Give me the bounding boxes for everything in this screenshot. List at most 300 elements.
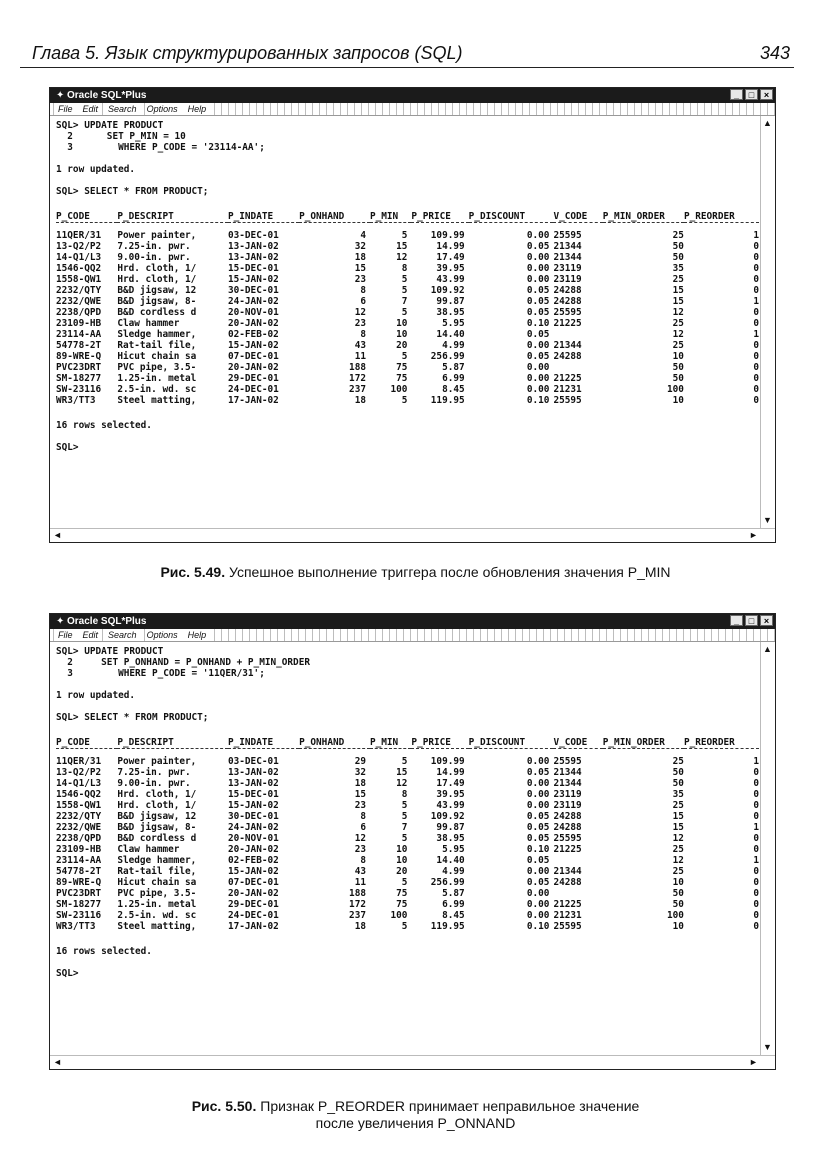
table-cell: 15-JAN-02 — [227, 340, 279, 351]
table-row — [56, 910, 759, 921]
table-cell: 21344 — [553, 767, 582, 778]
table-cell: 5 — [401, 756, 408, 767]
table-cell: 7.25-in. pwr. — [117, 241, 191, 252]
table-row — [56, 263, 759, 274]
table-cell: Sledge hammer, — [117, 855, 197, 866]
table-cell: 23 — [354, 274, 366, 285]
table-cell: 4.99 — [442, 340, 465, 351]
scroll-left-icon[interactable]: ◄ — [53, 1057, 62, 1067]
col-header: P_CODE — [56, 737, 90, 748]
table-cell: B&D cordless d — [117, 833, 197, 844]
table-cell: 50 — [672, 778, 684, 789]
table-cell: 24288 — [553, 877, 582, 888]
table-cell: 1.25-in. metal — [117, 899, 197, 910]
menu-edit[interactable]: Edit — [82, 104, 99, 114]
table-cell: 23109-HB — [56, 844, 102, 855]
table-cell: 23119 — [553, 263, 582, 274]
table-cell: 0 — [753, 241, 759, 252]
table-cell: 21231 — [553, 910, 582, 921]
table-cell: 0 — [753, 921, 759, 932]
table-cell: 15 — [354, 263, 366, 274]
table-cell: 75 — [396, 888, 408, 899]
scroll-left-icon[interactable]: ◄ — [53, 530, 62, 540]
table-cell: 20-NOV-01 — [227, 833, 279, 844]
table-cell: 0.05 — [526, 307, 550, 318]
table-cell: 1 — [753, 855, 759, 866]
table-cell: 25595 — [553, 756, 582, 767]
table-cell: 0 — [753, 351, 759, 362]
table-cell: Hrd. cloth, 1/ — [117, 274, 197, 285]
table-cell: 20-NOV-01 — [227, 307, 279, 318]
close-button[interactable]: × — [760, 615, 773, 626]
table-cell: 25595 — [553, 230, 582, 241]
table-cell: 23119 — [553, 274, 582, 285]
table-cell: Hicut chain sa — [117, 877, 197, 888]
table-cell: 10 — [672, 921, 684, 932]
title-bar — [50, 88, 775, 103]
table-cell: 12 — [672, 855, 684, 866]
table-cell: 100 — [667, 910, 684, 921]
menu-options[interactable]: Options — [146, 630, 178, 640]
col-header: P_PRICE — [411, 211, 451, 222]
update-result: 1 row updated. — [56, 164, 136, 175]
table-cell: 237 — [349, 910, 366, 921]
table-row — [56, 811, 759, 822]
menu-edit[interactable]: Edit — [82, 630, 99, 640]
table-cell: 13-JAN-02 — [227, 767, 279, 778]
table-cell: 02-FEB-02 — [227, 329, 279, 340]
table-cell: 21344 — [553, 340, 582, 351]
table-cell: 119.95 — [430, 395, 465, 406]
table-cell: 2.5-in. wd. sc — [117, 384, 197, 395]
table-cell: 20-JAN-02 — [227, 318, 279, 329]
table-cell: 109.92 — [430, 285, 465, 296]
console-output[interactable] — [56, 120, 759, 528]
table-cell: 8 — [360, 285, 366, 296]
table-cell: SM-18277 — [56, 373, 102, 384]
menu-help[interactable]: Help — [187, 104, 207, 114]
table-cell: 24288 — [553, 285, 582, 296]
table-cell: 0.00 — [526, 274, 550, 285]
table-cell: 03-DEC-01 — [227, 230, 279, 241]
rows-selected: 16 rows selected. — [56, 946, 152, 957]
table-cell: 25 — [672, 340, 684, 351]
result-table — [56, 211, 759, 406]
scroll-up-icon[interactable]: ▲ — [763, 644, 772, 654]
caption-text: Успешное выполнение триггера после обновления значения P_MIN — [229, 564, 671, 580]
table-cell: 24-DEC-01 — [227, 384, 279, 395]
table-row — [56, 307, 759, 318]
scroll-right-icon[interactable]: ► — [749, 1057, 758, 1067]
table-cell: 188 — [349, 888, 366, 899]
table-row — [56, 252, 759, 263]
table-cell: 0 — [753, 767, 759, 778]
col-header: P_DISCOUNT — [468, 737, 526, 748]
table-cell: 18 — [354, 395, 366, 406]
table-cell: 2232/QWE — [56, 296, 102, 307]
table-cell: 99.87 — [436, 296, 465, 307]
table-cell: 15 — [396, 767, 408, 778]
table-row — [56, 789, 759, 800]
table-cell: 11QER/31 — [56, 756, 102, 767]
col-header: P_DESCRIPT — [117, 737, 174, 748]
table-cell: 8 — [401, 789, 408, 800]
table-cell: 29-DEC-01 — [227, 373, 279, 384]
maximize-button[interactable]: □ — [745, 615, 758, 626]
table-row — [56, 833, 759, 844]
table-cell: 1 — [753, 822, 759, 833]
table-cell: 50 — [672, 888, 684, 899]
select-command: SQL> SELECT * FROM PRODUCT; — [56, 712, 209, 723]
table-cell: 10 — [672, 877, 684, 888]
table-cell: 0.00 — [526, 800, 550, 811]
sql-command-line: 3 WHERE P_CODE = '23114-AA'; — [56, 142, 265, 153]
table-cell: 20 — [396, 340, 408, 351]
table-cell: 30-DEC-01 — [227, 811, 279, 822]
table-cell: 8 — [360, 811, 366, 822]
table-cell: 38.95 — [436, 307, 465, 318]
table-cell: 21225 — [553, 844, 582, 855]
table-cell: 50 — [672, 899, 684, 910]
table-cell: WR3/TT3 — [56, 921, 96, 932]
table-cell: 14.99 — [436, 241, 465, 252]
table-cell: 0.00 — [526, 373, 550, 384]
col-header: P_MIN — [369, 211, 399, 222]
table-cell: 14.40 — [436, 855, 465, 866]
table-cell: 0.10 — [526, 395, 550, 406]
table-cell: 15 — [672, 822, 684, 833]
figure-caption — [0, 564, 831, 581]
maximize-button[interactable]: □ — [745, 89, 758, 100]
menu-options[interactable]: Options — [146, 104, 178, 114]
table-header-row — [56, 211, 759, 223]
minimize-button[interactable]: _ — [730, 615, 743, 626]
table-cell: 0.10 — [526, 921, 550, 932]
table-body — [56, 230, 759, 406]
table-cell: 17.49 — [436, 778, 465, 789]
table-cell: 24288 — [553, 811, 582, 822]
table-cell: 0 — [753, 362, 759, 373]
table-cell: 23119 — [553, 789, 582, 800]
table-cell: 0.00 — [526, 778, 550, 789]
table-cell: 188 — [349, 362, 366, 373]
col-header: P_MIN_ORDER — [602, 737, 665, 748]
table-row — [56, 822, 759, 833]
menu-bar — [50, 103, 775, 116]
col-header: V_CODE — [553, 737, 588, 748]
table-cell: 17-JAN-02 — [227, 395, 279, 406]
app-icon: ✦ — [56, 90, 65, 101]
table-cell: 0 — [753, 800, 759, 811]
col-header: P_ONHAND — [299, 737, 345, 748]
vertical-scrollbar[interactable] — [760, 116, 775, 528]
table-cell: 25595 — [553, 921, 582, 932]
table-row — [56, 318, 759, 329]
table-cell: 5.87 — [442, 362, 465, 373]
select-command: SQL> SELECT * FROM PRODUCT; — [56, 186, 209, 197]
table-cell: 10 — [672, 395, 684, 406]
table-cell: PVC pipe, 3.5- — [117, 888, 197, 899]
table-cell: 5 — [401, 351, 408, 362]
table-cell: 4.99 — [442, 866, 465, 877]
table-cell: Hrd. cloth, 1/ — [117, 800, 197, 811]
menu-help[interactable]: Help — [187, 630, 207, 640]
sqlplus-window-1 — [49, 87, 776, 543]
table-body — [56, 756, 759, 932]
console-output[interactable] — [56, 646, 759, 1055]
table-row — [56, 340, 759, 351]
table-cell: 5 — [401, 230, 408, 241]
table-row — [56, 767, 759, 778]
table-cell: 54778-2T — [56, 340, 102, 351]
horizontal-scrollbar[interactable] — [50, 1055, 775, 1069]
menu-search[interactable]: Search — [108, 104, 137, 114]
table-cell: 0.10 — [526, 844, 550, 855]
table-cell: B&D jigsaw, 8- — [117, 822, 197, 833]
table-cell: 0 — [753, 811, 759, 822]
table-row — [56, 778, 759, 789]
scroll-right-icon[interactable]: ► — [749, 530, 758, 540]
table-cell: 24-DEC-01 — [227, 910, 279, 921]
table-cell: 0.05 — [526, 241, 550, 252]
table-cell: 10 — [396, 844, 408, 855]
table-cell: 0 — [753, 307, 759, 318]
table-cell: 24-JAN-02 — [227, 296, 279, 307]
table-cell: 24288 — [553, 296, 582, 307]
table-header-row — [56, 737, 759, 749]
table-cell — [553, 362, 602, 373]
table-cell: 7 — [401, 822, 408, 833]
table-cell: 15-DEC-01 — [227, 789, 279, 800]
table-row — [56, 855, 759, 866]
table-cell: 0 — [753, 866, 759, 877]
table-cell: 15 — [396, 241, 408, 252]
minimize-button[interactable]: _ — [730, 89, 743, 100]
sql-prompt: SQL> — [56, 968, 79, 979]
table-cell: Hicut chain sa — [117, 351, 197, 362]
table-cell: 109.99 — [430, 756, 465, 767]
table-cell: 21344 — [553, 241, 582, 252]
table-cell: 0.05 — [526, 767, 550, 778]
table-cell: 25 — [672, 800, 684, 811]
table-cell: 1 — [753, 230, 759, 241]
table-cell: 0.05 — [526, 833, 550, 844]
table-cell: 109.99 — [430, 230, 465, 241]
table-cell: 99.87 — [436, 822, 465, 833]
table-cell: 12 — [672, 329, 684, 340]
table-cell: 75 — [396, 899, 408, 910]
table-cell: 13-Q2/P2 — [56, 241, 102, 252]
table-cell: Claw hammer — [117, 318, 180, 329]
table-cell: 5 — [401, 395, 408, 406]
table-cell: 5.95 — [442, 844, 465, 855]
header-separator — [56, 223, 759, 231]
table-cell: 18 — [354, 778, 366, 789]
table-cell: 8.45 — [442, 910, 465, 921]
sqlplus-window-2 — [49, 613, 776, 1070]
table-cell: 20-JAN-02 — [227, 362, 279, 373]
table-cell — [553, 888, 602, 899]
table-cell: 10 — [672, 351, 684, 362]
table-cell: 29 — [354, 756, 366, 767]
table-cell: 5 — [401, 811, 408, 822]
table-cell: 0.00 — [526, 252, 550, 263]
table-cell: 0 — [753, 252, 759, 263]
col-header: P_REORDER — [683, 737, 735, 748]
table-cell: 0 — [753, 833, 759, 844]
table-cell: 20-JAN-02 — [227, 888, 279, 899]
table-cell: 13-JAN-02 — [227, 778, 279, 789]
table-cell: 256.99 — [430, 877, 465, 888]
table-cell: 23109-HB — [56, 318, 102, 329]
table-cell: 0.00 — [526, 340, 550, 351]
table-cell: 50 — [672, 767, 684, 778]
horizontal-scrollbar[interactable] — [50, 528, 775, 542]
table-cell: 07-DEC-01 — [227, 351, 279, 362]
table-cell: 0 — [753, 789, 759, 800]
table-cell: 5 — [401, 307, 408, 318]
table-cell: 17.49 — [436, 252, 465, 263]
menu-file[interactable]: File — [58, 104, 73, 114]
col-header: P_CODE — [56, 211, 90, 222]
table-row — [56, 351, 759, 362]
table-cell: 15-JAN-02 — [227, 800, 279, 811]
table-row — [56, 329, 759, 340]
menu-search[interactable]: Search — [108, 630, 137, 640]
vertical-scrollbar[interactable] — [760, 642, 775, 1055]
close-button[interactable]: × — [760, 89, 773, 100]
table-cell: 39.95 — [436, 789, 465, 800]
table-cell: B&D jigsaw, 8- — [117, 296, 197, 307]
table-cell: 2232/QTY — [56, 285, 102, 296]
table-cell: 0 — [753, 384, 759, 395]
chapter-title: Глава 5. Язык структурированных запросов (SQL) — [32, 43, 463, 63]
table-row — [56, 285, 759, 296]
table-cell: 43 — [354, 340, 366, 351]
col-header: P_MIN_ORDER — [602, 211, 665, 222]
table-cell: 11QER/31 — [56, 230, 102, 241]
table-cell: 0.05 — [526, 285, 550, 296]
table-cell: 0.10 — [526, 318, 550, 329]
table-row — [56, 241, 759, 252]
table-cell: 13-JAN-02 — [227, 252, 279, 263]
table-cell: 32 — [354, 241, 366, 252]
table-cell: 0 — [753, 318, 759, 329]
caption-text-line2: после увеличения P_ONNAND — [315, 1115, 516, 1131]
col-header: P_INDATE — [227, 211, 274, 222]
table-cell: 6 — [360, 822, 366, 833]
table-cell: 5 — [401, 274, 408, 285]
table-cell: 21344 — [553, 778, 582, 789]
menu-bar — [50, 629, 775, 642]
table-cell: 10 — [396, 855, 408, 866]
table-cell: 0.05 — [526, 822, 550, 833]
table-cell: 15 — [672, 811, 684, 822]
table-cell: 21344 — [553, 866, 582, 877]
table-cell: 89-WRE-Q — [56, 351, 102, 362]
table-cell: Hrd. cloth, 1/ — [117, 263, 197, 274]
table-cell: 1 — [753, 296, 759, 307]
table-cell: 24288 — [553, 351, 582, 362]
table-cell: 1546-QQ2 — [56, 789, 102, 800]
table-cell: 0 — [753, 877, 759, 888]
table-cell: Rat-tail file, — [117, 866, 197, 877]
table-row — [56, 362, 759, 373]
table-cell: 2232/QTY — [56, 811, 102, 822]
table-cell: 24288 — [553, 822, 582, 833]
table-cell: 38.95 — [436, 833, 465, 844]
col-header: P_MIN — [369, 737, 399, 748]
table-cell: 2232/QWE — [56, 822, 102, 833]
table-row — [56, 888, 759, 899]
table-cell: 172 — [349, 373, 366, 384]
table-cell: 0.05 — [526, 811, 550, 822]
table-cell: 23 — [354, 800, 366, 811]
table-row — [56, 844, 759, 855]
table-cell: 21231 — [553, 384, 582, 395]
table-cell: 50 — [672, 373, 684, 384]
table-cell: 0.00 — [526, 362, 550, 373]
table-cell: 0.00 — [526, 756, 550, 767]
caption-text: Признак P_REORDER принимает неправильное значение — [260, 1098, 640, 1114]
table-cell: 25 — [672, 230, 684, 241]
table-cell: 14-Q1/L3 — [56, 252, 102, 263]
table-cell: 119.95 — [430, 921, 465, 932]
table-cell: 100 — [390, 910, 408, 921]
table-cell: SW-23116 — [56, 910, 102, 921]
scroll-down-icon[interactable]: ▼ — [763, 1042, 772, 1052]
table-cell: 237 — [349, 384, 366, 395]
table-row — [56, 274, 759, 285]
scroll-down-icon[interactable]: ▼ — [763, 515, 772, 525]
table-row — [56, 866, 759, 877]
table-cell: 24-JAN-02 — [227, 822, 279, 833]
col-header: P_ONHAND — [299, 211, 345, 222]
page-header — [20, 41, 794, 68]
table-cell: 14.99 — [436, 767, 465, 778]
table-cell: 35 — [672, 263, 684, 274]
table-cell: 0.00 — [526, 910, 550, 921]
caption-label: Рис. 5.50. — [191, 1098, 257, 1114]
scroll-up-icon[interactable]: ▲ — [763, 118, 772, 128]
table-cell: 21225 — [553, 373, 582, 384]
table-cell: 03-DEC-01 — [227, 756, 279, 767]
table-cell: B&D jigsaw, 12 — [117, 285, 197, 296]
table-cell: 35 — [672, 789, 684, 800]
result-table — [56, 737, 759, 932]
table-cell: 12 — [354, 307, 366, 318]
table-cell: 1 — [753, 329, 759, 340]
table-cell: 18 — [354, 252, 366, 263]
window-title: Oracle SQL*Plus — [67, 616, 147, 627]
table-cell: 2.5-in. wd. sc — [117, 910, 197, 921]
table-cell: 15 — [672, 296, 684, 307]
table-cell: Rat-tail file, — [117, 340, 197, 351]
table-cell: 2238/QPD — [56, 307, 102, 318]
table-cell: 50 — [672, 362, 684, 373]
table-cell: 23119 — [553, 800, 582, 811]
menu-file[interactable]: File — [58, 630, 73, 640]
table-cell: 13-Q2/P2 — [56, 767, 102, 778]
table-row — [56, 373, 759, 384]
table-cell: 0.05 — [526, 329, 550, 340]
table-cell: 5 — [401, 800, 408, 811]
table-cell: 8 — [360, 855, 366, 866]
table-cell: 2238/QPD — [56, 833, 102, 844]
table-cell: 0 — [753, 910, 759, 921]
table-cell: 02-FEB-02 — [227, 855, 279, 866]
table-cell: 21344 — [553, 252, 582, 263]
